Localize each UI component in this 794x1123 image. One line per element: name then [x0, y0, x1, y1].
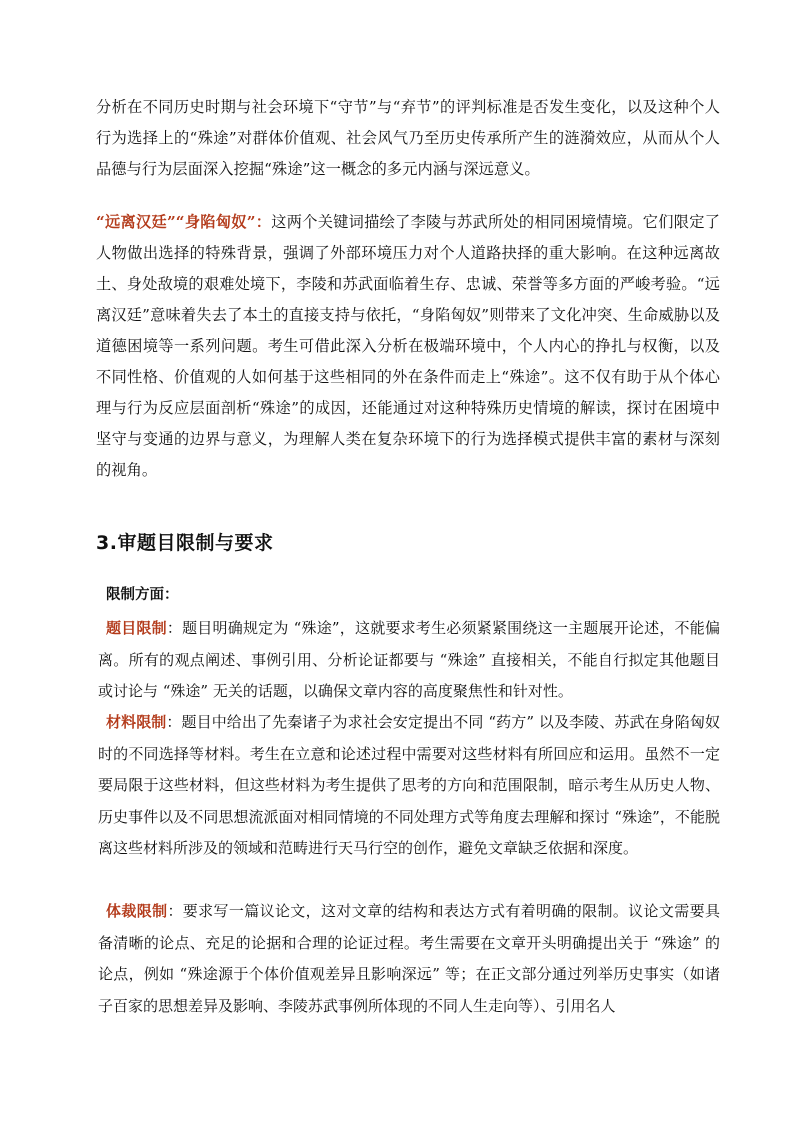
paragraph-intro [96, 92, 720, 185]
restriction-item-title [98, 613, 720, 708]
restriction-text-genre: ：要求写一篇议论文，这对文章的结构和表达方式有着明确的限制。议论文需要具备清晰的论点、充足的论据和合理的论证过程。考生需要在文章开头明确提出关于 “殊途” 的论点，例如 “殊途源于个体价值观差异且影响深远” 等；在正文部分通过列举历史事实（如诸子百家的思想差异及影响、李陵苏武事例所体现的不同人生走向等）、引用名人 [98, 902, 720, 1015]
subheading-restrictions: 限制方面： [106, 586, 179, 603]
paragraph-keywords [96, 207, 720, 486]
section-heading: 3.审题目限制与要求 [96, 532, 274, 554]
restriction-text-material: ：题目中给出了先秦诸子为求社会安定提出不同 “药方” 以及李陵、苏武在身陷匈奴时的不同选择等材料。考生在立意和论述过程中需要对这些材料有所回应和运用。虽然不一定要局限于这些材料，但这些材料为考生提供了思考的方向和范围限制，暗示考生从历史人物、历史事件以及不同思想流派面对相同情境的不同处理方式等角度去理解和探讨 “殊途”，不能脱离这些材料所涉及的领域和范畴进行天马行空的创作，避免文章缺乏依据和深度。 [98, 713, 720, 858]
paragraph-keywords-text: 这两个关键词描绘了李陵与苏武所处的相同困境情境。它们限定了人物做出选择的特殊背景，强调了外部环境压力对个人道路抉择的重大影响。在这种远离故土、身处敌境的艰难处境下，李陵和苏武面临着生存、忠诚、荣誉等多方面的严峻考验。“远离汉廷”意味着失去了本土的直接支持与依托，“身陷匈奴”则带来了文化冲突、生命威胁以及道德困境等一系列问题。考生可借此深入分析在极端环境中，个人内心的挣扎与权衡，以及不同性格、价值观的人如何基于这些相同的外在条件而走上“殊途”。这不仅有助于从个体心理与行为反应层面剖析“殊途”的成因，还能通过对这种特殊历史情境的解读，探讨在困境中坚守与变通的边界与意义，为理解人类在复杂环境下的行为选择模式提供丰富的素材与深刻的视角。 [96, 213, 720, 479]
paragraph-intro-text: 分析在不同历史时期与社会环境下“守节”与“弃节”的评判标准是否发生变化，以及这种个人行为选择上的“殊途”对群体价值观、社会风气乃至历史传承所产生的涟漪效应，从而从个人品德与行为层面深入挖掘“殊途”这一概念的多元内涵与深远意义。 [96, 98, 720, 178]
keyword-label: “远离汉廷”“身陷匈奴”： [96, 213, 272, 231]
restriction-label-title: 题目限制 [106, 619, 167, 637]
restriction-label-material: 材料限制 [106, 713, 167, 731]
restriction-text-title: ：题目明确规定为 “殊途”，这就要求考生必须紧紧围绕这一主题展开论述，不能偏离。所有的观点阐述、事例引用、分析论证都要与 “殊途” 直接相关，不能自行拟定其他题目或讨论与 “殊途” 无关的话题，以确保文章内容的高度聚焦性和针对性。 [98, 619, 720, 701]
restriction-item-genre [98, 896, 720, 1022]
restriction-label-genre: 体裁限制 [106, 902, 168, 920]
restriction-item-material [98, 707, 720, 865]
